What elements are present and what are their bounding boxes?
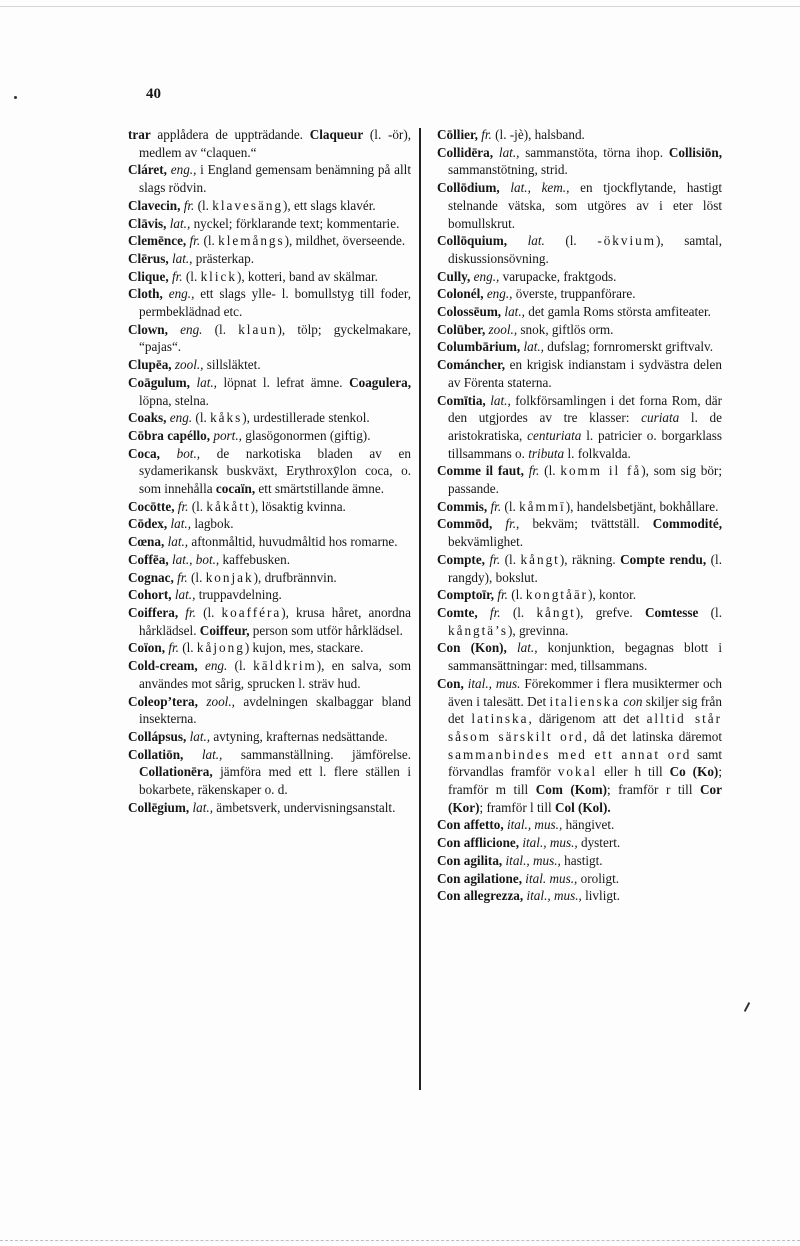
dictionary-entry: Cold-cream, eng. (l. kāldkrim), en salva, som användes mot sårig, sprucken l. sträv hud. — [128, 658, 412, 691]
dictionary-entry: Coāgulum, lat., löpnat l. lefrat ämne. Coagulera, löpna, stelna. — [128, 374, 411, 408]
dictionary-entry: Coïon, fr. (l. kåjong) kujon, mes, stackare. — [128, 640, 364, 656]
dictionary-entry: trar applådera de uppträdande. Claqueur (l. -ör), medlem av “claquen.“ — [128, 127, 412, 160]
left-column — [128, 126, 411, 816]
dictionary-entry: Comītia, lat., folkförsamlingen i det forna Rom, där den utgjordes av tre klasser: curiata l. de aristokratiska, centuriata l. patricier o. borgarklass tillsammans o. tributa l. folkvalda. — [437, 392, 722, 461]
dictionary-entry: Cōdex, lat., lagbok. — [128, 516, 234, 532]
bottom-rule — [0, 1240, 800, 1242]
dictionary-entry: Cully, eng., varupacke, fraktgods. — [437, 268, 617, 284]
dictionary-entry: Comme il faut, fr. (l. komm il få), som sig bör; passande. — [437, 463, 722, 497]
dictionary-entry: Con afflicione, ital., mus., dystert. — [437, 835, 621, 851]
dictionary-entry: Collatiōn, lat., sammanställning. jämförelse. Collationēra, jämföra med ett l. flere ställen i bokarbete, räkenskaper o. d. — [128, 746, 411, 798]
right-column — [437, 126, 722, 905]
dictionary-entry: Coca, bot., de narkotiska bladen av en sydamerikansk buskväxt, Erythroxȳlon coca, o. som innehålla cocaïn, ett smärtstillande ämne. — [128, 445, 412, 497]
dictionary-entry: Clavecin, fr. (l. klavesäng), ett slags klavér. — [128, 197, 376, 213]
dictionary-entry: Con, ital., mus. Förekommer i flera musiktermer och även i talesätt. Det italienska con skiljer sig från det latinska, därigenom att det alltid står såsom särskilt ord, då det latinska däremot sammanbindes med ett annat ord samt förvandlas framför vokal eller h till Co (Ko); framför m till Com (Kom); framför r till Cor (Kor); framför l till Col (Kol). — [437, 675, 723, 815]
dictionary-entry: Colūber, zool., snok, giftlös orm. — [437, 321, 614, 337]
dictionary-entry: Coffēa, lat., bot., kaffebusken. — [128, 551, 291, 567]
dictionary-entry: Colonél, eng., överste, truppanförare. — [437, 286, 636, 302]
dictionary-entry: Collōdium, lat., kem., en tjockflytande, hastigt stelnande vätska, som utgöres av i eter löst bomullskrut. — [437, 180, 722, 231]
dictionary-entry: Con affetto, ital., mus., hängivet. — [437, 817, 615, 833]
column-divider — [419, 128, 421, 1090]
dictionary-entry: Clērus, lat., prästerkap. — [128, 250, 254, 266]
dictionary-entry: Commis, fr. (l. kåmmī), handelsbetjänt, bokhållare. — [437, 498, 719, 514]
margin-speck — [14, 96, 17, 99]
dictionary-entry: Comte, fr. (l. kångt), grefve. Comtesse (l. kångtä’s), grevinna. — [437, 604, 723, 638]
margin-mark — [744, 1002, 750, 1012]
dictionary-entry: Con allegrezza, ital., mus., livligt. — [437, 888, 620, 904]
dictionary-entry: Con agilita, ital., mus., hastigt. — [437, 852, 603, 868]
dictionary-entry: Compte, fr. (l. kångt), räkning. Compte rendu, (l. rangdy), bokslut. — [437, 551, 722, 585]
dictionary-entry: Cláret, eng., i England gemensam benämning på allt slags rödvin. — [128, 162, 411, 196]
dictionary-entry: Clāvis, lat., nyckel; förklarande text; kommentarie. — [128, 215, 400, 231]
dictionary-entry: Cohort, lat., truppavdelning. — [128, 587, 282, 603]
dictionary-entry: Clown, eng. (l. klaun), tölp; gyckelmakare, “pajas“. — [128, 321, 412, 355]
dictionary-entry: Cománcher, en krigisk indianstam i sydvästra delen av Förenta staterna. — [437, 357, 722, 390]
dictionary-entry: Coleop’tera, zool., avdelningen skalbaggar bland insekterna. — [128, 693, 412, 727]
dictionary-entry: Con agilatione, ital. mus., oroligt. — [437, 870, 620, 886]
dictionary-entry: Collōquium, lat. (l. -ökvium), samtal, diskussionsövning. — [437, 233, 722, 266]
top-rule — [0, 0, 800, 7]
dictionary-entry: Clupēa, zool., sillsläktet. — [128, 357, 261, 373]
dictionary-entry: Colossēum, lat., det gamla Roms största amfiteater. — [437, 304, 711, 320]
dictionary-entry: Coiffera, fr. (l. koafféra), krusa håret, anordna hårklädsel. Coiffeur, person som utför hårklädsel. — [128, 604, 411, 638]
dictionary-entry: Cocōtte, fr. (l. kåkått), lösaktig kvinna. — [128, 498, 346, 514]
page-number: 40 — [146, 86, 161, 102]
dictionary-entry: Comptoīr, fr. (l. kongtåār), kontor. — [437, 587, 637, 603]
dictionary-entry: Clemēnce, fr. (l. klemångs), mildhet, överseende. — [128, 233, 406, 249]
dictionary-entry: Con (Kon), lat., konjunktion, begagnas blott i sammansättningar: med, tillsammans. — [437, 640, 723, 674]
dictionary-entry: Cōllier, fr. (l. -jè), halsband. — [437, 127, 585, 142]
dictionary-entry: Cloth, eng., ett slags ylle- l. bomullstyg till foder, permbeklädnad etc. — [128, 286, 412, 320]
dictionary-entry: Columbārium, lat., dufslag; fornromerskt griftvalv. — [437, 339, 714, 355]
dictionary-entry: Collidēra, lat., sammanstöta, törna ihop. Collisiōn, sammanstötning, strid. — [437, 144, 722, 178]
dictionary-entry: Cognac, fr. (l. konjak), drufbrännvin. — [128, 569, 337, 585]
dictionary-entry: Collēgium, lat., ämbetsverk, undervisningsanstalt. — [128, 799, 396, 815]
dictionary-entry: Coaks, eng. (l. kåks), urdestillerade stenkol. — [128, 410, 370, 426]
dictionary-entry: Clique, fr. (l. klick), kotteri, band av skälmar. — [128, 268, 378, 284]
dictionary-entry: Cœna, lat., aftonmåltid, huvudmåltid hos romarne. — [128, 534, 398, 550]
dictionary-entry: Commōd, fr., bekväm; tvättställ. Commodité, bekvämlighet. — [437, 516, 722, 550]
dictionary-entry: Cōbra capéllo, port., glasögonormen (giftig). — [128, 427, 371, 443]
dictionary-entry: Collápsus, lat., avtyning, krafternas nedsättande. — [128, 728, 388, 744]
